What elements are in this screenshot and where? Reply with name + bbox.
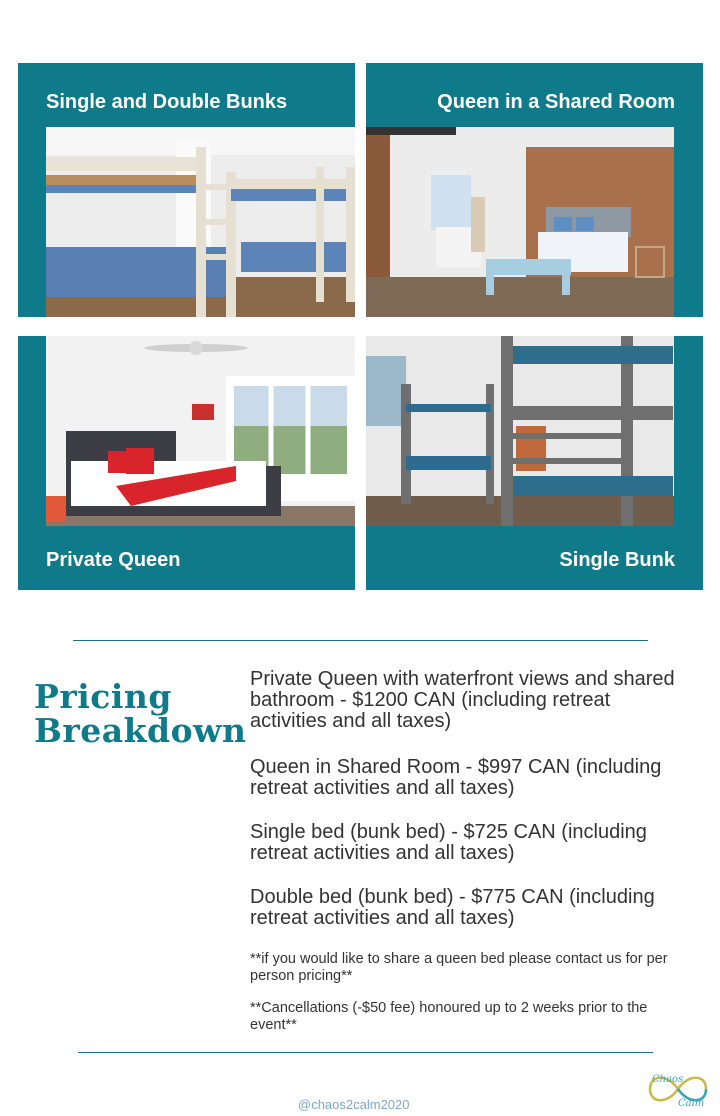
top-divider	[73, 640, 648, 641]
room-label: Single Bunk	[559, 549, 675, 571]
pricing-heading-line1: Pricing	[34, 677, 172, 716]
room-card-single-double-bunks	[18, 63, 355, 317]
note-shared-queen: **if you would like to share a queen bed please contact us for per person pricing**	[250, 951, 668, 984]
room-card-queen-shared	[366, 63, 703, 317]
price-item-single-bunk: Single bed (bunk bed) - $725 CAN (including retreat activities and all taxes)	[250, 821, 647, 864]
room-label: Single and Double Bunks	[46, 91, 288, 113]
single-bunk-photo	[366, 336, 674, 526]
room-card-private-queen	[18, 336, 355, 590]
chaos-calm-logo	[642, 1066, 714, 1112]
logo-text-calm: Calm	[678, 1098, 705, 1109]
price-item-double-bunk: Double bed (bunk bed) - $775 CAN (including retreat activities and all taxes)	[250, 886, 655, 929]
room-label: Queen in a Shared Room	[437, 91, 675, 113]
queen-shared-room-photo	[366, 127, 674, 317]
private-queen-photo	[46, 336, 355, 526]
bottom-divider	[78, 1052, 653, 1053]
logo-text-chaos: Chaos	[652, 1074, 684, 1085]
note-cancellations: **Cancellations (-$50 fee) honoured up to 2 weeks prior to the event**	[250, 1000, 648, 1033]
bunk-room-photo	[46, 127, 355, 317]
room-label: Private Queen	[46, 549, 181, 571]
room-card-single-bunk	[366, 336, 703, 590]
pricing-heading-line2: Breakdown	[34, 711, 247, 750]
social-handle: @chaos2calm2020	[298, 1097, 410, 1112]
price-item-private-queen: Private Queen with waterfront views and shared bathroom - $1200 CAN (including retreat activities and all taxes)	[250, 668, 675, 732]
price-item-queen-shared: Queen in Shared Room - $997 CAN (including retreat activities and all taxes)	[250, 756, 662, 799]
pricing-heading	[34, 677, 247, 750]
